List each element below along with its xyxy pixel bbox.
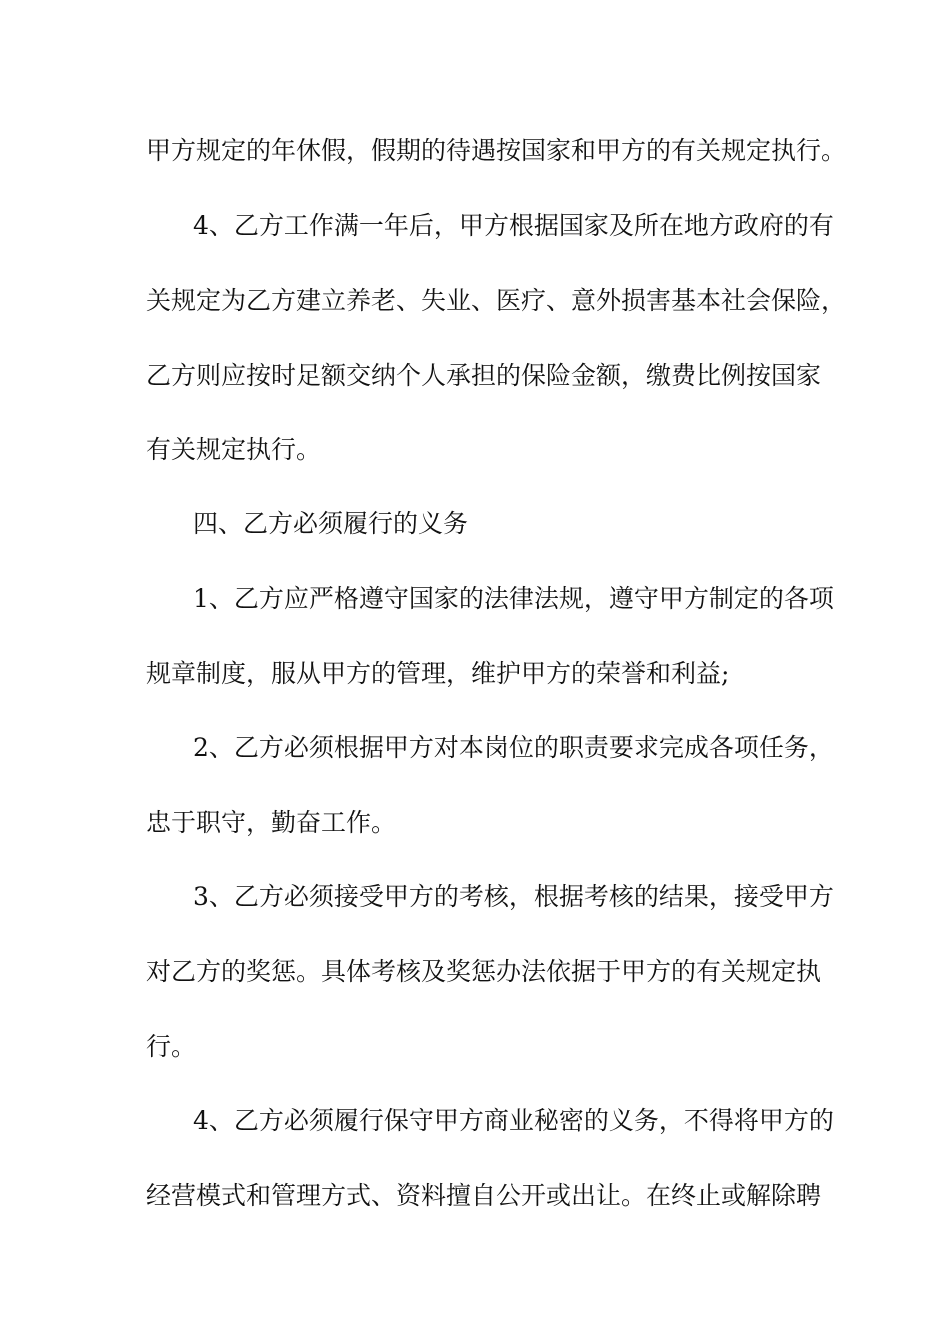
text-line: 行。 xyxy=(146,1032,197,1061)
text-line: 经营模式和管理方式、资料擅自公开或出让。在终止或解除聘 xyxy=(146,1181,822,1210)
text-line: 1、乙方应严格遵守国家的法律法规，遵守甲方制定的各项 xyxy=(193,584,834,613)
text-line: 忠于职守，勤奋工作。 xyxy=(146,808,397,837)
text-line: 3、乙方必须接受甲方的考核，根据考核的结果，接受甲方 xyxy=(193,882,834,911)
section-heading: 四、乙方必须履行的义务 xyxy=(193,509,469,538)
text-line: 有关规定执行。 xyxy=(146,435,322,464)
text-line: 乙方则应按时足额交纳个人承担的保险金额，缴费比例按国家 xyxy=(146,361,822,390)
text-line: 4、乙方必须履行保守甲方商业秘密的义务，不得将甲方的 xyxy=(193,1106,834,1135)
text-line: 甲方规定的年休假，假期的待遇按国家和甲方的有关规定执行。 xyxy=(146,136,847,165)
text-line: 对乙方的奖惩。具体考核及奖惩办法依据于甲方的有关规定执 xyxy=(146,957,822,986)
text-line: 4、乙方工作满一年后，甲方根据国家及所在地方政府的有 xyxy=(193,211,834,240)
text-line: 规章制度，服从甲方的管理，维护甲方的荣誉和利益; xyxy=(146,659,730,688)
text-line: 关规定为乙方建立养老、失业、医疗、意外损害基本社会保险， xyxy=(146,286,847,315)
text-line: 2、乙方必须根据甲方对本岗位的职责要求完成各项任务， xyxy=(193,733,834,762)
